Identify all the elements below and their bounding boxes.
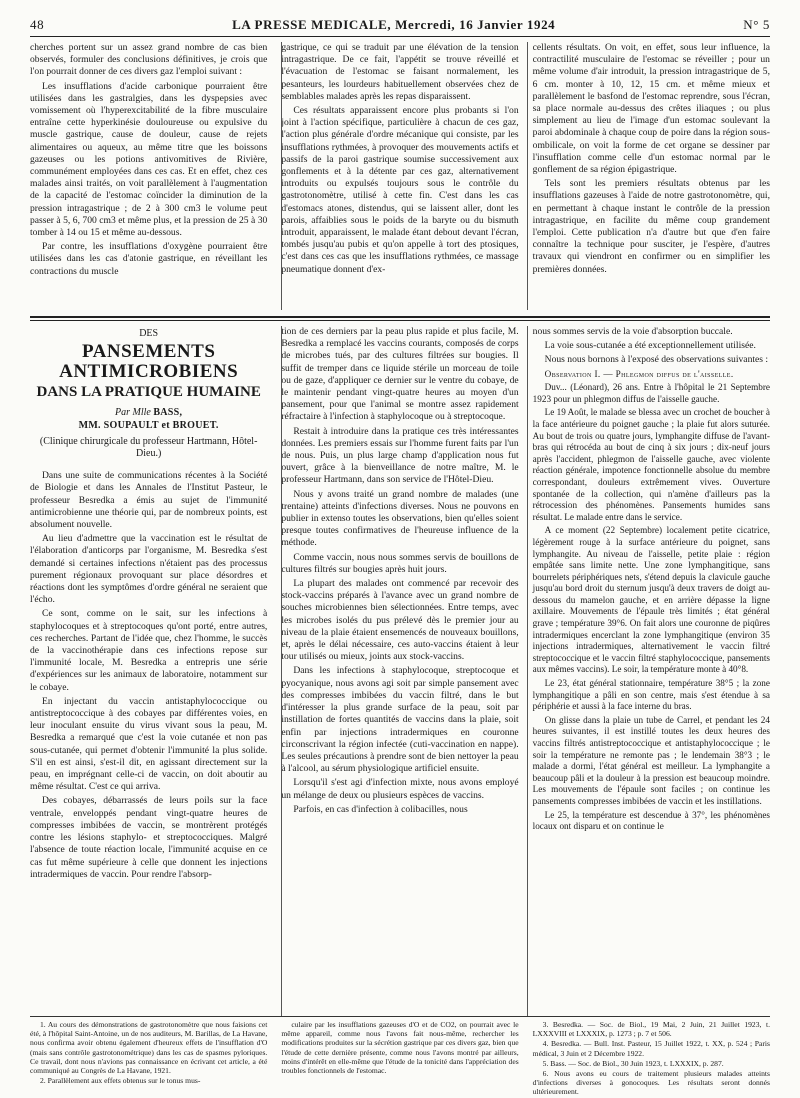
column-divider xyxy=(527,42,528,310)
section-rule xyxy=(30,320,770,321)
footnote-column-2 xyxy=(281,1020,518,1098)
paragraph: Par contre, les insufflations d'oxygène pourraient être utilisées dans les cas d'atonie gastrique, en réveillant les contractions du muscle xyxy=(30,241,268,277)
author-names: MM. SOUPAULT et BROUET. xyxy=(78,420,219,432)
observation-paragraph: Duv... (Léonard), 26 ans. Entre à l'hôpital le 21 Septembre 1923 pour un phlegmon diffus de l'aisselle gauche. xyxy=(532,382,770,404)
footnote: 3. Besredka. — Soc. de Biol., 19 Mai, 2 Juin, 21 Juillet 1923, t. LXXXVIII et LXXXIX, p. 1273 ; p. 7 et 506. xyxy=(532,1020,770,1039)
issue-number: N° 5 xyxy=(743,17,770,32)
paragraph: Lorsqu'il s'est agi d'infection mixte, nous avons employé un mélange de deux ou plusieurs espèces de vaccins. xyxy=(281,777,519,801)
paragraph: Parfois, en cas d'infection à colibacilles, nous xyxy=(293,803,468,815)
footnotes xyxy=(30,1020,770,1097)
paragraph: Nous nous bornons à l'exposé des observations suivantes : xyxy=(544,354,769,366)
article-antimicrobial-dressings xyxy=(30,326,770,1016)
footnote: 4. Besredka. — Bull. Inst. Pasteur, 15 Juillet 1922, t. XX, p. 524 ; Paris médical, 3 Juin et 2 Décembre 1922. xyxy=(532,1039,770,1058)
paragraph: La plupart des malades ont commencé par recevoir des stock-vaccins préparés à l'avance avec un grand nombre de souches microbiennes bien sélectionnées. Entre temps, avec les microbes isolés du pus prélevé dès le premier jour au niveau de la plaie étaient ensemencés de nouveaux bouillons, et, après le délai nécessaire, ces auto-vaccins étaient à leur tour utilisés ou mieux, joints aux stock-vaccins. xyxy=(281,578,519,663)
paragraph: En injectant du vaccin antistaphylococcique ou antistreptococcique à des cobayes par différentes voies, en leur inoculant ensuite du virus vivant sous la peau, M. Besredka a remarqué que c'est la voie cutanée et non pas sous-cutanée, qui permet d'obtenir l'immunité la plus solide. S'il en est ainsi, s'est-il dit, en agissant directement sur la peau, en imprégnant celle-ci de vaccin, on doit aboutir au même résultat. C'est ce qui arriva. xyxy=(30,695,268,793)
top-column-3 xyxy=(533,42,770,310)
page-header xyxy=(30,14,770,36)
article-column-2 xyxy=(281,326,518,1016)
header-rule xyxy=(30,36,770,37)
footnote: 1. Au cours des démonstrations de gastrotonomètre que nous faisions cet été, à l'hôpital Saint-Antoine, un de nos auditeurs, M. Barillas, de La Havane, nous confirma avoir obtenu également d'heureux effets de l'insufflation d'O (mais sans contrôle gastrotonométrique) dans les cas de spasmes pyloriques. Ce travail, dont nous n'avions pas connaissance en écrivant cet article, a été communiqué au Congrès de La Havane, 1921. xyxy=(30,1020,268,1076)
footnote: culaire par les insufflations gazeuses d'O et de CO2, on pourrait avec le même appareil, comme nous l'avons fait nous-même, rechercher les modifications produites sur la sécrétion gastrique par ces divers gaz, bien que l'étude de cette dernière présente, comme nous l'avons montré par ailleurs, moins d'intérêt en elle-même que l'étude de la tonicité dans l'appréciation des troubles fonctionnels de l'estomac. xyxy=(281,1020,519,1076)
paragraph: Au lieu d'admettre que la vaccination est le résultat de l'élaboration d'anticorps par l'organisme, M. Besredka s'est demandé si certaines infections n'étaient pas des processus purement régionaux provoquant sur place désordres et réactions dont les symptômes d'ordre général ne seraient que l'écho. xyxy=(30,533,268,606)
article-title: PANSEMENTS ANTIMICROBIENS xyxy=(59,341,239,383)
paragraph: Tels sont les premiers résultats obtenus par les insufflations gazeuses à l'aide de notre gastrotonomètre, qui, en permettant à chaque instant le contrôle de la pression intragastrique, en facilite du même coup grandement l'emploi. Cette publication n'a d'autre but que d'en faire connaître la technique pour susciter, je l'espère, d'autres travaux qui viendront en confirmer ou en simplifier les premières données. xyxy=(532,178,770,275)
top-column-2 xyxy=(281,42,518,310)
paragraph: gastrique, ce qui se traduit par une élévation de la tension intragastrique. De ce fait, l'appétit se trouve réveillé et l'évacuation de l'estomac se faisant normalement, les pesanteurs, les lourdeurs habituellement observées chez de semblables malades après les repas disparaissent. xyxy=(281,42,519,102)
author-name: BASS, xyxy=(153,407,183,419)
article-kicker: DES xyxy=(139,328,159,339)
column-divider xyxy=(281,326,282,1016)
observation-block xyxy=(533,369,770,833)
paragraph: La voie sous-cutanée a été exceptionnellement utilisée. xyxy=(544,340,756,352)
byline-prefix: Par Mlle xyxy=(114,407,151,419)
article-column-1 xyxy=(30,326,267,1016)
paragraph: Ces résultats apparaissent encore plus probants si l'on joint à l'action spécifique, particulière à chacun de ces gaz, l'action plus générale d'ordre mécanique qui consiste, par les insufflations rythmées, à provoquer des mouvements actifs et passifs de la paroi gastrique soumise successivement aux gonflements et à la détente par ces gaz, alternativement introduits ou expulsés toujours sous le contrôle du gastrotonomètre, utilisé à cette fin. C'est dans les cas d'estomacs atones, distendus, qui se laissent aller, dont les parois, affaiblies sous le poids de la baryte ou du bismuth introduit, apparaissent, le malade étant debout devant l'écran, tombés jusqu'au pubis et qu'on appelle à tort des ptosiques, c'est dans ces cas que les insufflations rythmées, ce massage pneumatique donnent d'ex- xyxy=(281,105,519,275)
observation-heading: Observation I. — Phlegmon diffus de l'aisselle. xyxy=(544,368,734,379)
observation-paragraph: A ce moment (22 Septembre) localement petite cicatrice, légèrement rouge à la surface antérieure du poignet, sans lymphangite. Au niveau de l'aisselle, petite plaie : région empâtée sans limite nette. Une zone lymphangitique, sans bourrelets périphériques nets, s'étend depuis la clavicule gauche jusqu'au bord droit du sternum jusqu'à deux travers de doigt au-dessous du mamelon gauche, et en arrière dépasse la ligne axillaire. Mouvements de l'épaule très limités ; état général grave ; température 39°6. On fait alors une couronne de piqûres intradermiques encerclant la zone lymphangitique (environ 35 injections intradermiques, alternativement le vaccin filtré streptococcique et le vaccin filtré staphylococcique, pansements aux mêmes vaccins). Le soir, la température monte à 40°8. xyxy=(532,525,770,675)
paragraph: Comme vaccin, nous nous sommes servis de bouillons de cultures filtrés sur bougies après huit jours. xyxy=(281,551,519,575)
paragraph: Nous y avons traité un grand nombre de malades (une trentaine) atteints d'infections diverses. Nous ne pouvons en publier in extenso toutes les observations, bien qu'elles soient presque toutes confirmatives de l'heureuse influence de la méthode. xyxy=(281,488,519,549)
paragraph: cellents résultats. On voit, en effet, sous leur influence, la contractilité musculaire de l'estomac se réveiller ; pour un même volume d'air introduit, la pression intragastrique de 5, 6 cm. monter à 10, 12, 15 cm. et même mieux et parallèlement le basfond de l'estomac reprendre, sous l'écran, sa place normale au-dessus des crêtes iliaques ; ou plus simplement au lieu de l'image d'un estomac soulevant la paroi abdominale à chaque coup de poire dans la région sous-ombilicale, on voit la forme de cet organe se dessiner par l'insufflation comme celle d'un estomac normal par le gonflement de sa région épigastrique. xyxy=(532,42,770,176)
observation-paragraph: Le 19 Août, le malade se blessa avec un crochet de boucher à la face antérieure du poignet gauche ; la plaie fut alors suturée. Au bout de trois ou quatre jours, lymphangite diffuse de l'avant-bras qui rétrocéda au bout de cinq à six jours ; dix-neuf jours après l'accident, phlegmon de l'aisselle gauche, avec violente réaction générale, impotence fonctionnelle absolue du membre correspondant, douleurs extrêmement vives. Ouverture spontanée de la collection, qui n'amène d'ailleurs pas la rétrocession des phénomènes. Pansements humides sans résultat. Le malade entre dans le service. xyxy=(532,407,770,522)
observation-paragraph: On glisse dans la plaie un tube de Carrel, et pendant les 24 heures suivantes, il est instillé toutes les deux heures des vaccins filtrés antistreptococcique et antistaphylococcique ; le soir la température ne remonte pas ; le lendemain 38°3 ; le malade a dormi, l'état général est meilleur. La lymphangite a beaucoup pâli et la douleur à la pression est beaucoup moindre. Les mouvements de l'épaule sont faciles ; on continue les pansements compresses imbibées de vaccin et les instillations. xyxy=(532,714,770,806)
footnote-column-1 xyxy=(30,1020,267,1098)
observation-paragraph: Le 25, la température est descendue à 37°, les phénomènes locaux ont disparu et on continue le xyxy=(532,809,770,832)
article-column-3 xyxy=(533,326,770,1016)
article-authors xyxy=(30,406,267,432)
paragraph: Dans les infections à staphylocoque, streptocoque et pyocyanique, nous avons agi soit par simple pansement avec des compresses imbibées du vaccin filtré, dans le but d'intéresser la plus grande surface de la peau, soit par instillation de fortes quantités de vaccins dans la plaie, soit enfin par injections intradermiques en couronne circonscrivant la région infectée (cuti-vaccination en nappe). Les seules précautions à prendre sont de bien nettoyer la peau à l'alcool, au sérum physiologique artificiel ensuite. xyxy=(281,665,519,775)
paragraph: Restait à introduire dans la pratique ces très intéressantes données. Les premiers essais sur l'homme furent faits par l'un de nous. Puis, un plus large champ d'application nous fut ouvert, grâce à la bienveillance de notre maître, M. le professeur Hartmann, dans son service de l'Hôtel-Dieu. xyxy=(281,425,519,486)
footnote: 5. Bass. — Soc. de Biol., 30 Juin 1923, t. LXXXIX, p. 287. xyxy=(542,1058,724,1068)
paragraph: cherches portent sur un assez grand nombre de cas bien observés, formuler des conclusions définitives, je crois que l'on pourrait donner de ces divers gaz l'emploi suivant : xyxy=(30,42,268,78)
article-affiliation: (Clinique chirurgicale du professeur Hartmann, Hôtel-Dieu.) xyxy=(39,436,258,460)
column-divider xyxy=(281,42,282,310)
paragraph: Ce sont, comme on le sait, sur les infections à staphylocoques et à streptocoques qu'ont porté, entre autres, ces recherches. Partant de l'idée que, chez l'homme, le succès de la vaccinothérapie dans ces infections repose sur l'immunité locale, M. Besredka a entrepris une série d'expériences sur les animaux de laboratoire, notamment sur le cobaye. xyxy=(30,608,268,693)
paragraph: tion de ces derniers par la peau plus rapide et plus facile, M. Besredka a remplacé les vaccins courants, composés de corps de microbes tués, par des cultures filtrées sur bougies. Il suffit de tremper dans ce liquide stérile un morceau de toile ou de gaze, d'appliquer ce dernier sur le ventre du cobaye, de le maintenir pendant vingt-quatre heures au moyen d'un pansement, pour que l'animal se montre assez rapidement réfractaire à l'infection à staphylocoque ou à streptocoque. xyxy=(281,326,519,423)
journal-title: LA PRESSE MEDICALE, Mercredi, 16 Janvier 1924 xyxy=(232,17,556,32)
footnote: 6. Nous avons eu cours de traitement plusieurs malades atteints d'infections diverses à gonocoques. Les résultats seront donnés ultérieurement. xyxy=(532,1069,770,1097)
footnote-rule xyxy=(30,1016,770,1017)
paragraph: Des cobayes, débarrassés de leurs poils sur la face ventrale, enveloppés pendant vingt-quatre heures de compresses imbibées de vaccin, se montrèrent protégés contre les lésions staphylo- et streptococciques. Malgré l'absence de toute réaction locale, l'immunité acquise en ce cas fut même supérieure à celle que donnent les injections intradermiques de vaccin. Pour rendre l'absorp- xyxy=(30,795,268,880)
section-rule xyxy=(30,316,770,318)
footnote-column-3 xyxy=(533,1020,770,1098)
column-divider xyxy=(527,326,528,1016)
page-number: 48 xyxy=(30,17,45,32)
article-subtitle: DANS LA PRATIQUE HUMAINE xyxy=(36,384,261,401)
top-article-continuation xyxy=(30,42,770,310)
paragraph: Les insufflations d'acide carbonique pourraient être utilisées dans les gastralgies, dans les dyspepsies avec vomissement où l'hyperexcitabilité de la fibre musculaire entraîne cette hyperkinésie douloureuse ou expulsive du muscle gastrique, cause de douleur, cause de rejets alimentaires ou aqueux, au même titre que les boissons gazeuses ou les potions antivomitives de Rivière, communément employées dans ces cas. Et en effet, chez ces malades ainsi traités, on voit parallèlement à l'augmentation de la capacité de l'estomac coïncider la diminution de la pression intragastrique ; de 2 à 300 cm3 le volume peut passer à 5, 6, 700 cm3 et même plus, et la pression de 25 à 30 tomber à 14 ou 15 et même au-dessous. xyxy=(30,80,268,239)
footnote: 2. Parallèlement aux effets obtenus sur le tonus mus- xyxy=(40,1076,201,1086)
top-column-1 xyxy=(30,42,267,310)
observation-paragraph: Le 23, état général stationnaire, température 38°5 ; la zone lymphangitique a pâli en son centre, mais s'est étendue à sa périphérie et aussi à la face interne du bras. xyxy=(532,678,770,712)
paragraph: Dans une suite de communications récentes à la Société de Biologie et dans les Annales de l'Institut Pasteur, le professeur Besredka a émis au sujet de l'immunité antimicrobienne une théorie qui, par de nombreux points, est absolument nouvelle. xyxy=(30,470,268,531)
paragraph: nous sommes servis de la voie d'absorption buccale. xyxy=(532,326,733,337)
